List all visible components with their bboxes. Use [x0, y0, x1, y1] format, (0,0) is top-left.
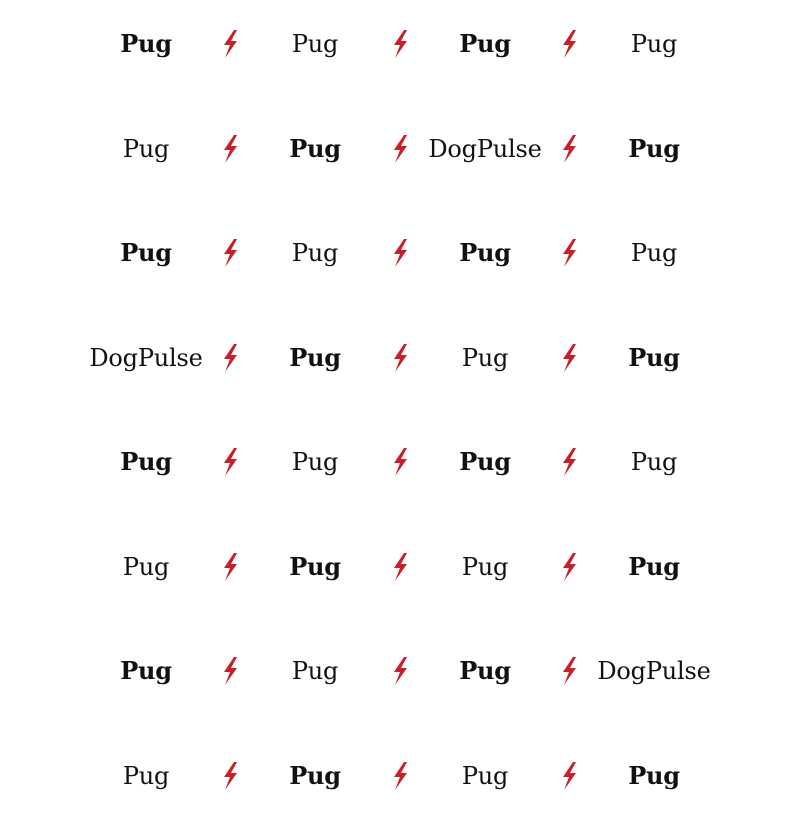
pug-word: Pug: [291, 239, 339, 267]
pug-word: Pug: [291, 657, 339, 685]
pug-word: Pug: [122, 761, 170, 790]
pug-word: Pug: [628, 342, 680, 372]
pug-word: Pug: [461, 343, 509, 372]
pug-word: Pug: [630, 30, 678, 58]
pug-word: Pug: [120, 238, 172, 267]
pattern-row: [0, 746, 800, 806]
pug-word: Pug: [289, 133, 341, 163]
pug-word: Pug: [459, 656, 511, 685]
pattern-row: [0, 641, 800, 701]
pug-word: Pug: [291, 448, 339, 476]
pattern-row: [0, 119, 800, 179]
pug-word: Pug: [461, 761, 509, 790]
pug-word: Pug: [459, 238, 511, 267]
pug-word: Pug: [628, 133, 680, 163]
pug-word: Pug: [120, 656, 172, 685]
pattern-row: [0, 14, 800, 74]
brand-word: DogPulse: [428, 134, 542, 163]
pug-word: Pug: [289, 551, 341, 581]
pug-word: Pug: [461, 552, 509, 581]
pug-word: Pug: [630, 448, 678, 476]
pug-word: Pug: [459, 447, 511, 476]
pattern-row: [0, 223, 800, 283]
brand-word: DogPulse: [89, 343, 203, 372]
pug-word: Pug: [628, 760, 680, 790]
brand-word: DogPulse: [597, 657, 711, 685]
pug-word: Pug: [289, 342, 341, 372]
pug-word: Pug: [120, 29, 172, 58]
pug-word: Pug: [630, 239, 678, 267]
pug-word: Pug: [628, 551, 680, 581]
pug-word: Pug: [122, 134, 170, 163]
pattern-row: [0, 537, 800, 597]
pattern-row: [0, 328, 800, 388]
pug-word: Pug: [122, 552, 170, 581]
pug-word: Pug: [289, 760, 341, 790]
pug-word: Pug: [120, 447, 172, 476]
pattern-row: [0, 432, 800, 492]
pug-word: Pug: [291, 30, 339, 58]
pug-word: Pug: [459, 29, 511, 58]
